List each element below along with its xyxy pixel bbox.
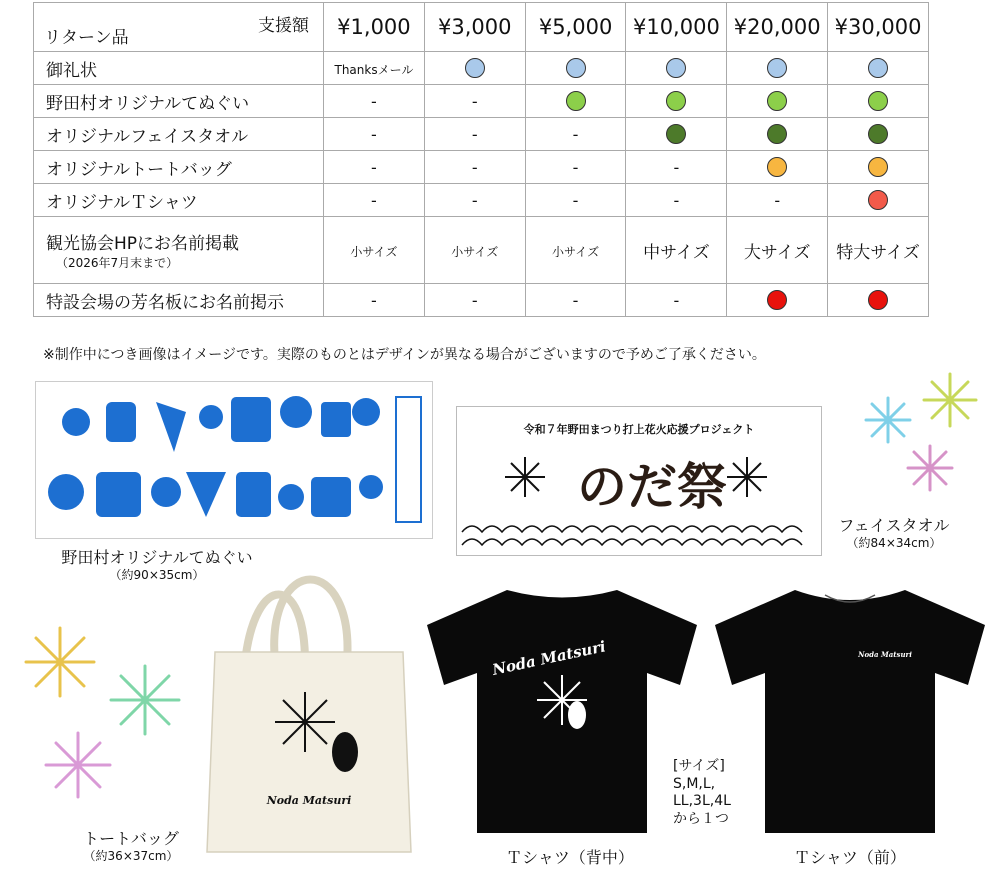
tier-header: ¥10,000 xyxy=(626,3,727,52)
table-cell xyxy=(727,184,828,217)
returns-table xyxy=(33,2,929,317)
tier-header: ¥30,000 xyxy=(828,3,929,52)
table-cell xyxy=(525,118,626,151)
cell-text: - xyxy=(774,190,781,210)
table-row xyxy=(34,284,929,317)
disclaimer-note: ※制作中につき画像はイメージです。実際のものとはデザインが異なる場合がございますので予めご了承ください。 xyxy=(43,347,766,363)
table-cell xyxy=(727,217,828,284)
row-label-text: オリジナルＴシャツ xyxy=(46,192,198,213)
included-dot-icon xyxy=(666,91,686,111)
included-dot-icon xyxy=(465,58,485,78)
table-corner xyxy=(34,3,324,52)
included-dot-icon xyxy=(767,124,787,144)
cell-text: 小サイズ xyxy=(552,244,600,259)
table-cell xyxy=(324,151,425,184)
included-dot-icon xyxy=(868,157,888,177)
included-dot-icon xyxy=(868,91,888,111)
table-row xyxy=(34,85,929,118)
table-cell xyxy=(424,284,525,317)
tote-name: トートバッグ xyxy=(83,829,179,848)
included-dot-icon xyxy=(868,190,888,210)
table-cell xyxy=(525,184,626,217)
table-cell xyxy=(324,118,425,151)
sizes-line: [サイズ] xyxy=(673,758,725,774)
included-marker-cell xyxy=(828,118,929,151)
tshirt-front-print-text: Noda Matsuri xyxy=(858,650,912,659)
row-label-text: 御礼状 xyxy=(46,60,97,81)
table-cell xyxy=(525,217,626,284)
tier-header: ¥20,000 xyxy=(727,3,828,52)
included-marker-cell xyxy=(828,52,929,85)
cell-text: 特大サイズ xyxy=(836,242,920,263)
row-label xyxy=(34,284,324,317)
cell-text: - xyxy=(471,290,478,310)
tier-header: ¥5,000 xyxy=(525,3,626,52)
row-sublabel: （2026年7月末まで） xyxy=(56,256,179,270)
cell-text: 小サイズ xyxy=(451,244,499,259)
cell-text: - xyxy=(371,91,377,111)
included-dot-icon xyxy=(666,58,686,78)
included-marker-cell xyxy=(828,184,929,217)
included-dot-icon xyxy=(767,290,787,310)
cell-text: - xyxy=(371,124,377,144)
included-dot-icon xyxy=(868,124,888,144)
sizes-line: から１つ xyxy=(673,810,729,827)
table-row xyxy=(34,151,929,184)
table-cell xyxy=(525,151,626,184)
tenugui-image xyxy=(35,381,433,539)
row-label xyxy=(34,118,324,151)
cell-text: Thanksメール xyxy=(334,62,414,77)
table-cell xyxy=(424,85,525,118)
included-dot-icon xyxy=(566,91,586,111)
cell-text: 小サイズ xyxy=(350,244,398,259)
included-marker-cell xyxy=(727,284,828,317)
table-cell xyxy=(324,284,425,317)
included-dot-icon xyxy=(868,58,888,78)
towel-caption xyxy=(826,516,962,551)
row-label-text: 観光協会HPにお名前掲載 xyxy=(46,234,240,254)
table-cell xyxy=(324,184,425,217)
table-cell xyxy=(324,85,425,118)
included-dot-icon xyxy=(868,290,888,310)
cell-text: - xyxy=(673,190,680,210)
tshirt-back-caption: Ｔシャツ（背中） xyxy=(506,848,634,867)
row-label xyxy=(34,184,324,217)
table-cell xyxy=(324,52,425,85)
towel-image xyxy=(456,406,822,556)
included-dot-icon xyxy=(767,157,787,177)
row-label xyxy=(34,52,324,85)
tenugui-name: 野田村オリジナルてぬぐい xyxy=(61,548,253,567)
included-marker-cell xyxy=(828,85,929,118)
tshirt-front-caption: Ｔシャツ（前） xyxy=(794,848,906,867)
table-cell xyxy=(424,151,525,184)
cell-text: - xyxy=(471,157,478,177)
table-cell xyxy=(424,217,525,284)
row-label-text: オリジナルフェイスタオル xyxy=(46,126,249,147)
tshirt-back-print-text: Noda Matsuri xyxy=(490,637,608,679)
cell-text: - xyxy=(572,157,579,177)
sizes-line: LL,3L,4L xyxy=(673,793,731,809)
corner-support-label: 支援額 xyxy=(258,16,309,36)
tshirt-back-image xyxy=(422,585,702,835)
row-label xyxy=(34,151,324,184)
table-cell xyxy=(626,151,727,184)
table-cell xyxy=(424,184,525,217)
included-marker-cell xyxy=(626,52,727,85)
tshirt-front-image xyxy=(710,585,990,835)
cell-text: - xyxy=(572,124,579,144)
tote-print-text: Noda Matsuri xyxy=(266,794,352,807)
included-dot-icon xyxy=(666,124,686,144)
row-label-text: 特設会場の芳名板にお名前掲示 xyxy=(46,292,284,313)
cell-text: - xyxy=(371,190,377,210)
included-marker-cell xyxy=(727,52,828,85)
tenugui-pattern xyxy=(36,382,432,538)
included-marker-cell xyxy=(727,85,828,118)
tier-header: ¥1,000 xyxy=(324,3,425,52)
towel-name: フェイスタオル xyxy=(838,516,950,535)
row-label xyxy=(34,217,324,284)
cell-text: - xyxy=(572,190,579,210)
cell-text: - xyxy=(371,157,377,177)
included-marker-cell xyxy=(727,151,828,184)
towel-graphics xyxy=(457,407,821,555)
row-label-text: オリジナルトートバッグ xyxy=(46,159,232,180)
included-marker-cell xyxy=(828,151,929,184)
included-dot-icon xyxy=(767,58,787,78)
tenugui-size: （約90×35cm） xyxy=(109,568,205,582)
table-cell xyxy=(525,284,626,317)
table-cell xyxy=(324,217,425,284)
cell-text: - xyxy=(471,190,478,210)
included-marker-cell xyxy=(828,284,929,317)
tote-caption xyxy=(66,829,196,864)
included-marker-cell xyxy=(626,85,727,118)
table-row xyxy=(34,217,929,284)
table-row xyxy=(34,52,929,85)
tote-size: （約36×37cm） xyxy=(83,849,179,863)
included-marker-cell xyxy=(424,52,525,85)
table-cell xyxy=(424,118,525,151)
table-row xyxy=(34,184,929,217)
cell-text: 大サイズ xyxy=(743,242,811,263)
included-dot-icon xyxy=(767,91,787,111)
included-marker-cell xyxy=(727,118,828,151)
table-cell xyxy=(828,217,929,284)
table-cell xyxy=(626,217,727,284)
row-label xyxy=(34,85,324,118)
tote-bag-image xyxy=(205,552,417,852)
included-marker-cell xyxy=(525,52,626,85)
corner-return-label: リターン品 xyxy=(44,28,129,48)
table-cell xyxy=(626,284,727,317)
towel-logo-text: のだ祭 xyxy=(577,457,727,516)
cell-text: - xyxy=(673,290,680,310)
sizes-line: S,M,L, xyxy=(673,775,716,792)
row-label-text: 野田村オリジナルてぬぐい xyxy=(46,93,250,114)
tier-header: ¥3,000 xyxy=(424,3,525,52)
cell-text: - xyxy=(471,124,478,144)
included-dot-icon xyxy=(566,58,586,78)
towel-size: （約84×34cm） xyxy=(846,536,942,550)
table-cell xyxy=(626,184,727,217)
towel-header-text: 令和７年野田まつり打上花火応援プロジェクト xyxy=(523,423,755,436)
cell-text: - xyxy=(371,290,377,310)
cell-text: 中サイズ xyxy=(643,242,710,263)
included-marker-cell xyxy=(525,85,626,118)
cell-text: - xyxy=(471,91,478,111)
cell-text: - xyxy=(572,290,579,310)
cell-text: - xyxy=(673,157,680,177)
table-row xyxy=(34,118,929,151)
included-marker-cell xyxy=(626,118,727,151)
